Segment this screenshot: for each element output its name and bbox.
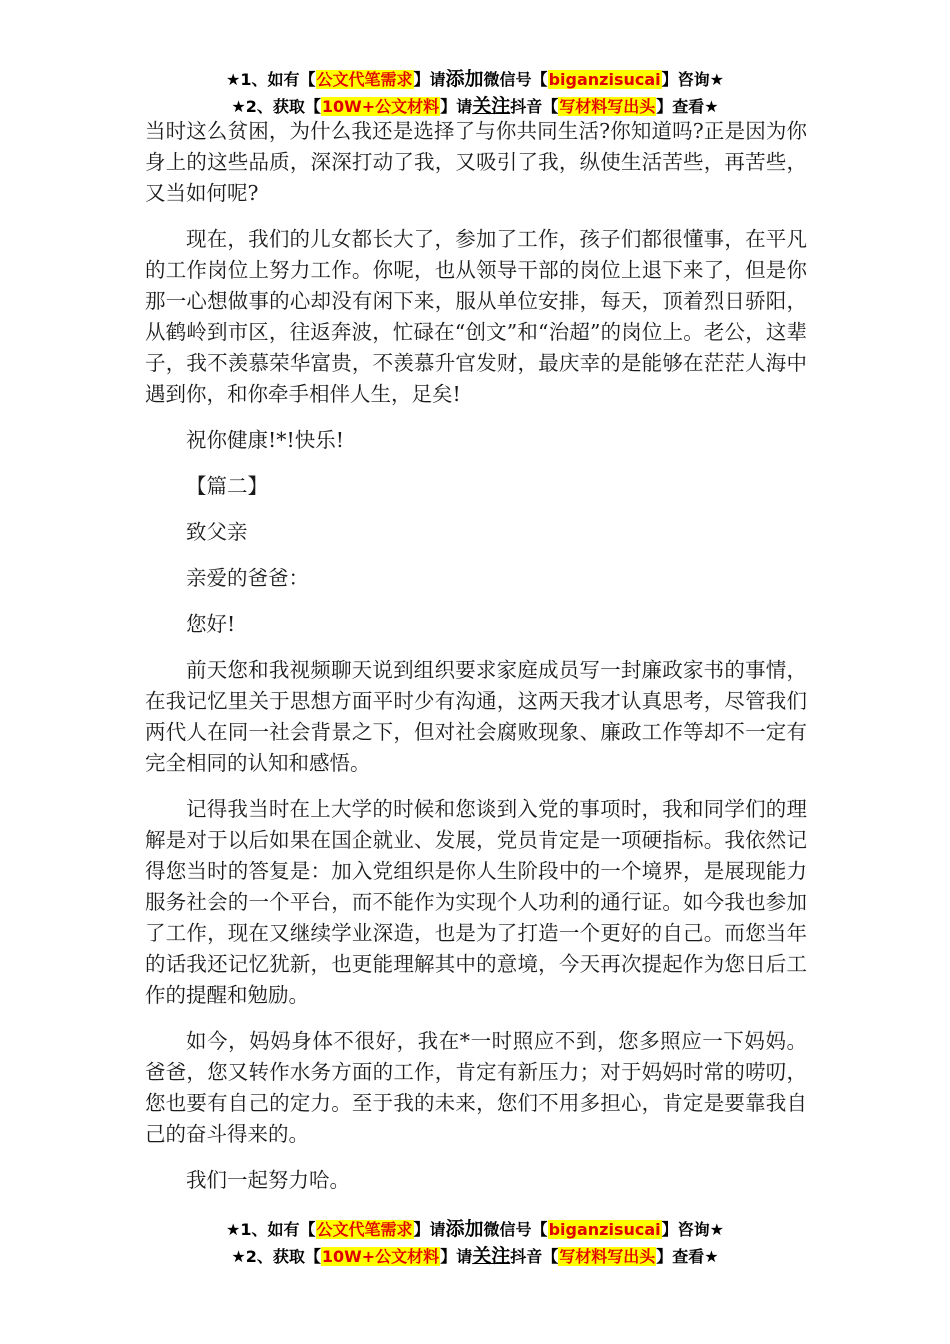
highlight-writing-service: 公文代笔需求 xyxy=(316,70,413,89)
highlight-writing-service: 公文代笔需求 xyxy=(316,1220,413,1239)
paragraph: 前天您和我视频聊天说到组织要求家庭成员写一封廉政家书的事情，在我记忆里关于思想方面平时少有沟通，这两天我才认真思考，尽管我们两代人在同一社会背景之下，但对社会腐败现象、廉政工作等却不一定有完全相同的认知和感悟。 xyxy=(145,658,807,775)
section-heading: 【篇二】 xyxy=(186,474,268,498)
letter-title: 致父亲 xyxy=(186,520,248,544)
banner-text: 】请 xyxy=(413,70,446,89)
banner-emphasis: 关注 xyxy=(472,1245,511,1267)
paragraph: 如今，妈妈身体不很好，我在*一时照应不到，您多照应一下妈妈。爸爸，您又转作水务方面的工作，肯定有新压力；对于妈妈时常的唠叨，您也要有自己的定力。至于我的未来，您们不用多担心，肯定是要靠我自己的奋斗得来的。 xyxy=(145,1029,807,1146)
banner-line-1 xyxy=(0,66,950,93)
highlight-wechat-id: biganzisucai xyxy=(548,70,661,89)
banner-text: 】请 xyxy=(413,1220,446,1239)
highlight-wechat-id: biganzisucai xyxy=(548,1220,661,1239)
highlight-douyin: 写材料写出头 xyxy=(559,97,656,116)
banner-text: 】咨询★ xyxy=(661,70,724,89)
paragraph: 当时这么贫困，为什么我还是选择了与你共同生活?你知道吗?正是因为你身上的这些品质，深深打动了我，又吸引了我，纵使生活苦些，再苦些，又当如何呢? xyxy=(145,119,807,205)
paragraph: 现在，我们的儿女都长大了，参加了工作，孩子们都很懂事，在平凡的工作岗位上努力工作。你呢，也从领导干部的岗位上退下来了，但是你那一心想做事的心却没有闲下来，服从单位安排，每天，顶着烈日骄阳，从鹤岭到市区，往返奔波，忙碌在“创文”和“治超”的岗位上。老公，这辈子，我不羡慕荣华富贵，不羡慕升官发财，最庆幸的是能够在茫茫人海中遇到你，和你牵手相伴人生，足矣! xyxy=(145,227,807,406)
paragraph: 记得我当时在上大学的时候和您谈到入党的事项时，我和同学们的理解是对于以后如果在国企就业、发展，党员肯定是一项硬指标。我依然记得您当时的答复是：加入党组织是你人生阶段中的一个境界，是展现能力服务社会的一个平台，而不能作为实现个人功利的通行证。如今我也参加了工作，现在又继续学业深造，也是为了打造一个更好的自己。而您当年的话我还记忆犹新，也更能理解其中的意境，今天再次提起作为您日后工作的提醒和勉励。 xyxy=(145,797,807,1007)
banner-text: 】查看★ xyxy=(656,97,719,116)
closing-wish: 祝你健康!*!快乐! xyxy=(186,428,344,452)
banner-emphasis: 添加 xyxy=(445,1218,484,1240)
banner-text: 】查看★ xyxy=(656,1247,719,1266)
paragraph: 我们一起努力哈。 xyxy=(186,1168,350,1192)
banner-text: 抖音【 xyxy=(510,97,559,116)
highlight-materials: 10W+公文材料 xyxy=(321,1247,440,1266)
salutation: 亲爱的爸爸： xyxy=(186,566,309,590)
banner-text: 抖音【 xyxy=(510,1247,559,1266)
banner-text: 】请 xyxy=(440,1247,473,1266)
greeting: 您好! xyxy=(186,612,236,636)
banner-line-1 xyxy=(0,1216,950,1243)
banner-text: 】请 xyxy=(440,97,473,116)
letter-body xyxy=(145,116,807,1211)
highlight-douyin: 写材料写出头 xyxy=(559,1247,656,1266)
banner-emphasis: 添加 xyxy=(445,68,484,90)
banner-text: ★2、获取【 xyxy=(231,1247,321,1266)
bottom-banner xyxy=(0,1216,950,1270)
banner-text: 微信号【 xyxy=(483,70,548,89)
highlight-materials: 10W+公文材料 xyxy=(321,97,440,116)
banner-line-2 xyxy=(0,1243,950,1270)
banner-emphasis: 关注 xyxy=(472,95,511,117)
top-banner xyxy=(0,66,950,120)
banner-text: 】咨询★ xyxy=(661,1220,724,1239)
banner-text: ★2、获取【 xyxy=(231,97,321,116)
banner-text: 微信号【 xyxy=(483,1220,548,1239)
banner-text: ★1、如有【 xyxy=(226,1220,316,1239)
banner-text: ★1、如有【 xyxy=(226,70,316,89)
